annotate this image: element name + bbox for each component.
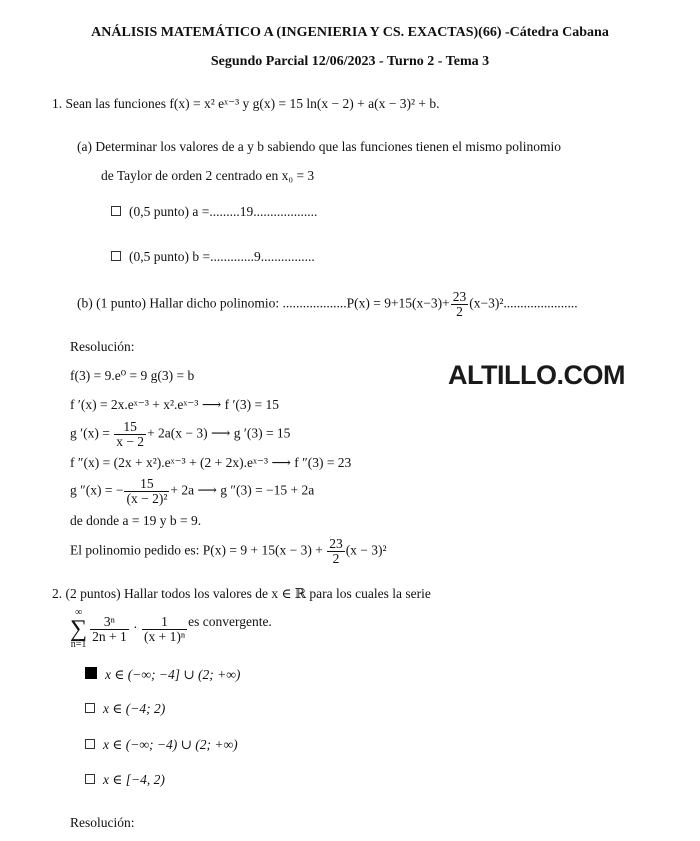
q1a-answer-b — [111, 249, 315, 265]
dot: · — [133, 620, 138, 636]
fraction — [327, 537, 345, 566]
fraction — [451, 290, 469, 319]
q1a-line2: de Taylor de orden 2 centrado en x₀ = 3 — [101, 168, 315, 183]
series-tail: es convergente. — [188, 614, 272, 630]
answer-b-text: (0,5 punto) b =.............9................ — [129, 249, 315, 264]
denominator: x − 2 — [116, 434, 145, 449]
q1b-answer — [77, 290, 578, 319]
checkbox-icon — [85, 739, 95, 749]
denominator: (x − 2)² — [126, 491, 168, 506]
gsecond-lhs: g ″(x) = − — [70, 482, 124, 498]
option-label: x ∈ [−4, 2) — [103, 772, 165, 787]
gprime-lhs: g ′(x) = — [70, 425, 114, 441]
sum-upper: ∞ — [74, 607, 83, 618]
option-label: x ∈ (−4; 2) — [103, 701, 166, 716]
q1b-label: (b) (1 punto) Hallar dicho polinomio: ...................P(x) = 9+15(x−3)+ — [77, 295, 450, 311]
q2-option-4[interactable] — [85, 772, 165, 788]
step-conclusion: de donde a = 19 y b = 9. — [70, 513, 202, 528]
denominator: 2 — [332, 551, 340, 566]
fraction — [114, 420, 146, 449]
checkbox-icon — [85, 703, 95, 713]
sum-lower: n=1 — [70, 639, 87, 650]
step-fsecond: f ″(x) = (2x + x²).eˣ⁻³ + (2 + 2x).eˣ⁻³ ⟶ f ″(3) = 23 — [70, 455, 352, 470]
step-polynomial — [70, 537, 387, 566]
numerator: 23 — [329, 536, 343, 551]
q1b-tail: (x−3)²...................... — [469, 295, 578, 311]
option-label: x ∈ (−∞; −4) ∪ (2; +∞) — [103, 737, 238, 752]
step-fprime: f ′(x) = 2x.eˣ⁻³ + x².eˣ⁻³ ⟶ f ′(3) = 15 — [70, 397, 280, 412]
step-f3: f(3) = 9.e⁰ = 9 g(3) = b — [70, 368, 195, 383]
q2-series — [70, 608, 272, 650]
q2-option-2[interactable] — [85, 701, 165, 717]
q1a-answer-a — [111, 204, 317, 220]
poly-lhs: El polinomio pedido es: P(x) = 9 + 15(x − 3) + — [70, 542, 327, 558]
option-label: x ∈ (−∞; −4] ∪ (2; +∞) — [105, 667, 241, 682]
q1a-line1: (a) Determinar los valores de a y b sabiendo que las funciones tienen el mismo polinomio — [77, 139, 561, 154]
numerator: 1 — [142, 615, 187, 630]
resolution-label: Resolución: — [70, 339, 135, 354]
fraction — [124, 477, 169, 506]
checkbox-icon — [111, 206, 121, 216]
denominator: (x + 1)ⁿ — [143, 628, 186, 644]
document-title: ANÁLISIS MATEMÁTICO A (INGENIERIA Y CS. EXACTAS)(66) -Cátedra Cabana — [91, 25, 609, 40]
q2-option-3[interactable] — [85, 737, 238, 753]
gsecond-rhs: + 2a ⟶ g ″(3) = −15 + 2a — [170, 482, 315, 498]
denominator: 2 — [456, 304, 463, 319]
checkbox-icon — [85, 774, 95, 784]
sigma-icon: ∑ — [70, 616, 88, 642]
numerator: 15 — [124, 477, 169, 492]
numerator: 15 — [114, 420, 146, 435]
step-gsecond — [70, 477, 314, 506]
q1-statement: 1. Sean las funciones f(x) = x² eˣ⁻³ y g(x) = 15 ln(x − 2) + a(x − 3)² + b. — [52, 96, 440, 111]
checkbox-icon — [111, 251, 121, 261]
numerator: 23 — [452, 289, 467, 304]
checkbox-checked-icon — [85, 667, 97, 679]
q2-statement: 2. (2 puntos) Hallar todos los valores de x ∈ ℝ para los cuales la serie — [52, 586, 431, 601]
denominator: 2n + 1 — [92, 628, 127, 644]
altillo-watermark: ALTILLO.COM — [448, 360, 625, 390]
numerator: 3ⁿ — [90, 615, 129, 630]
gprime-rhs: + 2a(x − 3) ⟶ g ′(3) = 15 — [147, 425, 291, 441]
step-gprime — [70, 420, 290, 449]
document-subtitle: Segundo Parcial 12/06/2023 - Turno 2 - Tema 3 — [210, 54, 490, 69]
answer-a-text: (0,5 punto) a =.........19................... — [129, 204, 318, 219]
fraction — [90, 615, 129, 644]
summation — [70, 608, 87, 650]
fraction — [142, 615, 187, 644]
poly-rhs: (x − 3)² — [345, 542, 387, 558]
q2-resolution-label: Resolución: — [70, 815, 135, 830]
q2-option-1[interactable] — [85, 667, 240, 683]
